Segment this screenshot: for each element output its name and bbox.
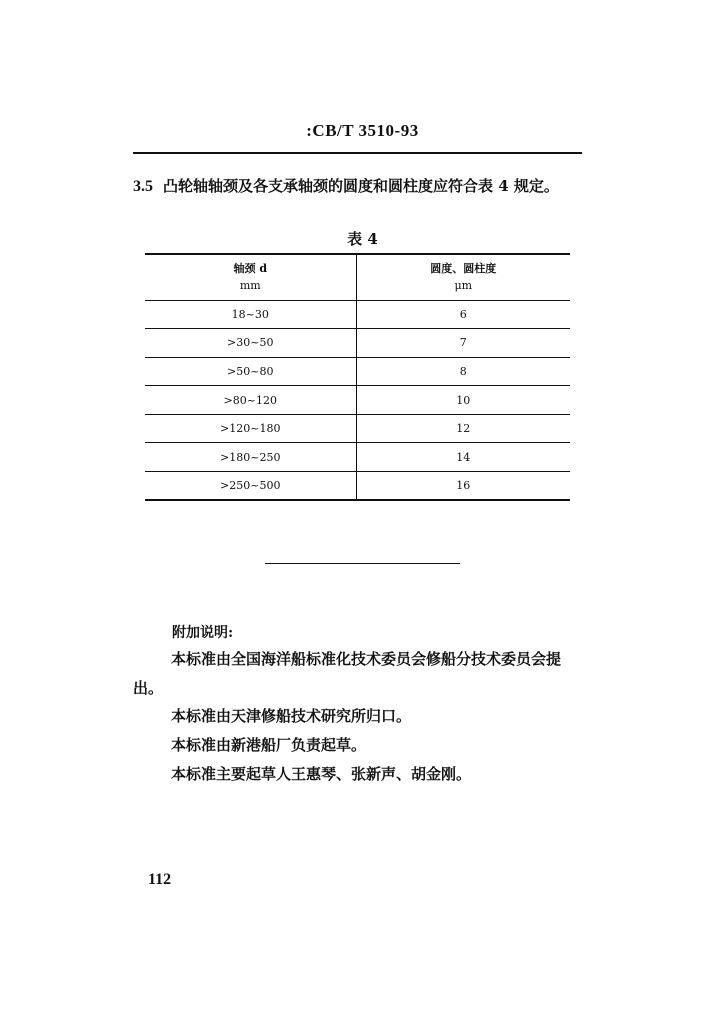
header-rule bbox=[133, 152, 582, 154]
header-journal-diameter bbox=[145, 254, 356, 300]
table-row bbox=[145, 472, 570, 501]
standard-header: :CB/T 3510-93 bbox=[306, 121, 419, 140]
tolerance-cell: 6 bbox=[356, 300, 570, 329]
additional-notes-title: 附加说明: bbox=[172, 625, 234, 641]
header-roundness-cylindricity-label: 圆度、圆柱度 bbox=[430, 262, 497, 276]
diameter-cell: >120~180 bbox=[145, 414, 356, 443]
table-header-row bbox=[145, 254, 570, 300]
tolerance-cell: 16 bbox=[356, 472, 570, 501]
tolerance-cell: 7 bbox=[356, 329, 570, 358]
tolerance-cell: 8 bbox=[356, 357, 570, 386]
table-title: 表 4 bbox=[347, 230, 378, 248]
section-divider bbox=[265, 563, 460, 564]
tolerance-cell: 10 bbox=[356, 386, 570, 415]
clause-number: 3.5 bbox=[133, 178, 153, 195]
diameter-cell: >180~250 bbox=[145, 443, 356, 472]
note-administrator: 本标准由天津修船技术研究所归口。 bbox=[171, 707, 412, 725]
header-roundness-cylindricity bbox=[356, 254, 570, 300]
diameter-cell: >50~80 bbox=[145, 357, 356, 386]
table-row bbox=[145, 357, 570, 386]
table-row bbox=[145, 329, 570, 358]
header-roundness-cylindricity-unit: μm bbox=[454, 279, 473, 293]
diameter-cell: >30~50 bbox=[145, 329, 356, 358]
diameter-cell: >80~120 bbox=[145, 386, 356, 415]
diameter-cell: >250~500 bbox=[145, 472, 356, 501]
tolerance-cell: 12 bbox=[356, 414, 570, 443]
tolerance-table bbox=[145, 253, 570, 501]
table-row bbox=[145, 386, 570, 415]
page-number: 112 bbox=[148, 871, 172, 888]
table-row bbox=[145, 300, 570, 329]
diameter-cell: 18~30 bbox=[145, 300, 356, 329]
table-row bbox=[145, 443, 570, 472]
clause-text: 凸轮轴轴颈及各支承轴颈的圆度和圆柱度应符合表 4 规定。 bbox=[163, 177, 559, 195]
table-row bbox=[145, 414, 570, 443]
header-journal-diameter-unit: mm bbox=[239, 279, 261, 293]
note-drafters: 本标准主要起草人王惠琴、张新声、胡金刚。 bbox=[171, 765, 472, 783]
note-proposer: 本标准由全国海洋船标准化技术委员会修船分技术委员会提出。 bbox=[133, 650, 562, 697]
header-journal-diameter-label: 轴颈 d bbox=[233, 262, 268, 276]
note-drafting-unit: 本标准由新港船厂负责起草。 bbox=[171, 736, 367, 754]
tolerance-cell: 14 bbox=[356, 443, 570, 472]
clause-3-5 bbox=[133, 172, 585, 201]
